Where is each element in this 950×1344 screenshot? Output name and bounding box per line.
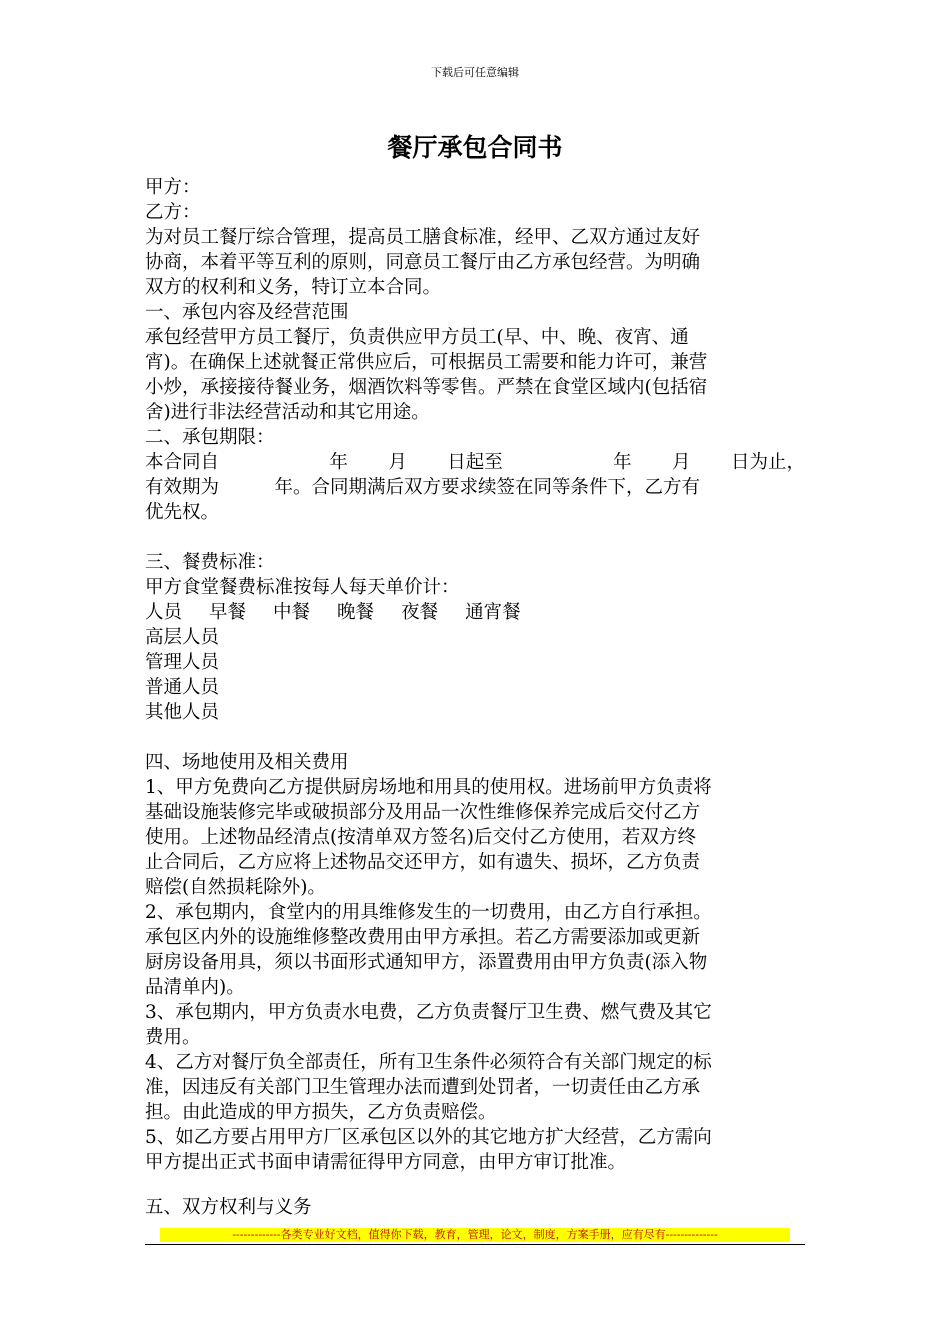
intro-line: 协商，本着平等互利的原则，同意员工餐厅由乙方承包经营。为明确: [145, 252, 701, 273]
period-part: 月: [672, 452, 691, 473]
paragraph-line: 2、承包期内，食堂内的用具维修发生的一切费用，由乙方自行承担。: [145, 902, 712, 923]
paragraph-line: 有效期为 年。合同期满后双方要求续签在同等条件下，乙方有: [145, 477, 701, 498]
paragraph-line: 准，因违反有关部门卫生管理办法而遭到处罚者，一切责任由乙方承: [145, 1077, 701, 1098]
paragraph-line: 4、乙方对餐厅负全部责任，所有卫生条件必须符合有关部门规定的标: [145, 1052, 712, 1073]
paragraph-line: 3、承包期内，甲方负责水电费，乙方负责餐厅卫生费、燃气费及其它: [145, 1002, 712, 1023]
paragraph-line: 承包经营甲方员工餐厅，负责供应甲方员工(早、中、晚、夜宵、通: [145, 327, 689, 348]
paragraph-line: 赔偿(自然损耗除外)。: [145, 877, 326, 898]
table-header-cell: 中餐: [273, 602, 311, 623]
section-heading: 一、承包内容及经营范围: [145, 302, 349, 323]
paragraph-line: 品清单内)。: [145, 977, 245, 998]
paragraph-line: 使用。上述物品经清点(按清单双方签名)后交付乙方使用，若双方终: [145, 827, 696, 848]
paragraph-line: 1、甲方免费向乙方提供厨房场地和用具的使用权。进场前甲方负责将: [145, 777, 712, 798]
paragraph-line: 宵)。在确保上述就餐正常供应后，可根据员工需要和能力许可，兼营: [145, 352, 708, 373]
party-b-line: 乙方：: [145, 202, 201, 223]
period-part: 月: [388, 452, 407, 473]
blank-line: [145, 725, 805, 750]
paragraph-line: 甲方提出正式书面申请需征得甲方同意，由甲方审订批准。: [145, 1152, 627, 1173]
paragraph-line: 担。由此造成的甲方损失，乙方负责赔偿。: [145, 1102, 497, 1123]
period-part: 本合同自: [145, 452, 220, 473]
table-row: 高层人员: [145, 627, 220, 648]
section-heading: 三、餐费标准：: [145, 552, 275, 573]
paragraph-line: 费用。: [145, 1027, 201, 1048]
contract-period-line: [145, 450, 805, 475]
paragraph-line: 承包区内外的设施维修整改费用由甲方承担。若乙方需要添加或更新: [145, 927, 701, 948]
table-header-cell: 早餐: [209, 602, 247, 623]
section-heading: 二、承包期限：: [145, 427, 275, 448]
paragraph-line: 甲方食堂餐费标准按每人每天单价计：: [145, 577, 460, 598]
period-part: 年: [329, 452, 348, 473]
table-header-cell: 人员: [145, 602, 183, 623]
paragraph-line: 优先权。: [145, 502, 220, 523]
paragraph-line: 5、如乙方要占用甲方厂区承包区以外的其它地方扩大经营，乙方需向: [145, 1127, 712, 1148]
header-note: 下载后可任意编辑: [431, 66, 519, 79]
period-part: 日为止，: [730, 452, 805, 473]
table-row: 普通人员: [145, 677, 220, 698]
intro-line: 双方的权利和义务，特订立本合同。: [145, 277, 442, 298]
period-part: 日起至: [447, 452, 503, 473]
table-header-cell: 晚餐: [337, 602, 375, 623]
document-body: [145, 175, 805, 1175]
document-title: 餐厅承包合同书: [387, 133, 563, 162]
footer-banner: -------------各类专业好文档，值得你下载，教育，管理，论文，制度，方案手册，应有尽有--------------: [160, 1228, 790, 1242]
table-row: 其他人员: [145, 702, 220, 723]
paragraph-line: 厨房设备用具，须以书面形式通知甲方，添置费用由甲方负责(添入物: [145, 952, 708, 973]
table-row: 管理人员: [145, 652, 220, 673]
section-heading: 四、场地使用及相关费用: [145, 752, 349, 773]
table-header-cell: 夜餐: [401, 602, 439, 623]
party-a-line: 甲方：: [145, 177, 201, 198]
footer-divider: [145, 1244, 805, 1245]
period-part: 年: [613, 452, 632, 473]
table-header-cell: 通宵餐: [465, 602, 521, 623]
paragraph-line: 舍)进行非法经营活动和其它用途。: [145, 402, 430, 423]
meal-table-header: [145, 600, 805, 625]
intro-line: 为对员工餐厅综合管理，提高员工膳食标准，经甲、乙双方通过友好: [145, 227, 701, 248]
blank-line: [145, 525, 805, 550]
paragraph-line: 小炒，承接接待餐业务，烟酒饮料等零售。严禁在食堂区域内(包括宿: [145, 377, 708, 398]
paragraph-line: 基础设施装修完毕或破损部分及用品一次性维修保养完成后交付乙方: [145, 802, 701, 823]
section-heading: 五、双方权利与义务: [145, 1197, 312, 1218]
paragraph-line: 止合同后，乙方应将上述物品交还甲方，如有遗失、损坏，乙方负责: [145, 852, 701, 873]
